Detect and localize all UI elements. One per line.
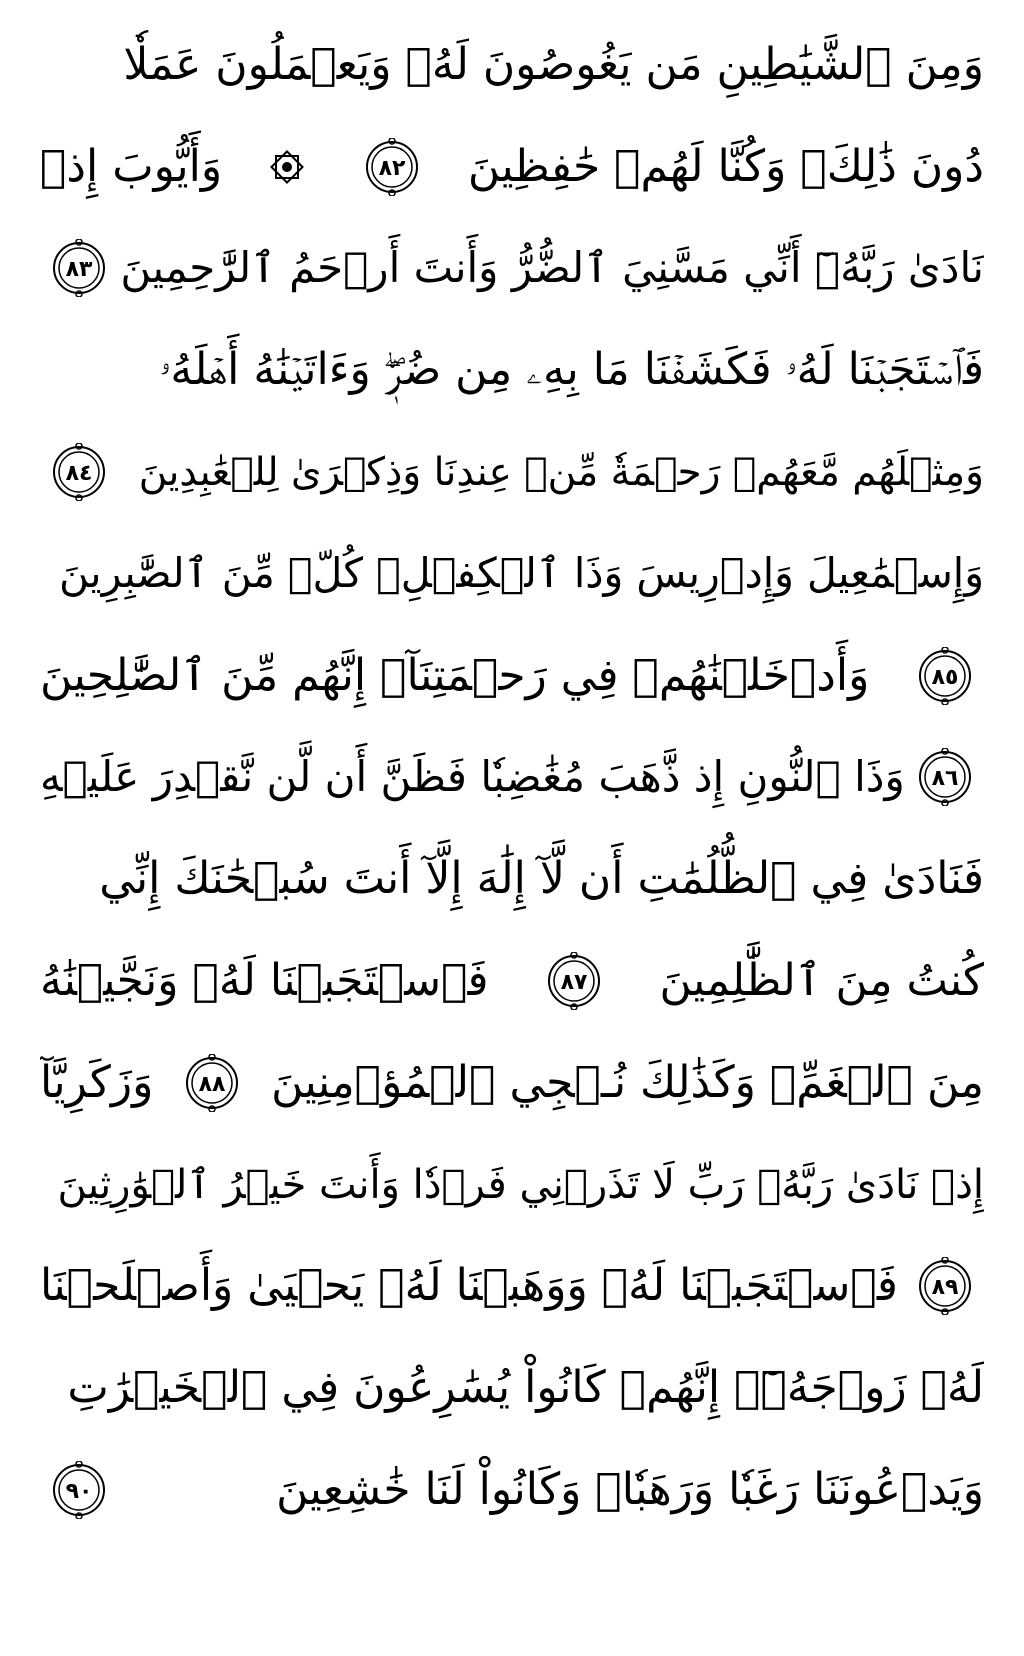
quran-line-7	[40, 625, 984, 727]
quran-line-15	[40, 1439, 984, 1541]
ayah-end-marker	[363, 138, 421, 196]
ayah-number: ٨٧	[560, 970, 588, 996]
verse-text: نَادَىٰ رَبَّهُۥٓ أَنِّي مَسَّنِيَ ٱلضُّرُّ وَأَنتَ أَرۡحَمُ ٱلرَّٰحِمِينَ	[120, 243, 984, 293]
quran-line-3	[40, 218, 984, 320]
ayah-end-marker	[916, 647, 974, 705]
verse-text: إِذۡ نَادَىٰ رَبَّهُۥ رَبِّ لَا تَذَرۡنِي فَرۡدٗا وَأَنتَ خَيۡرُ ٱلۡوَٰرِثِينَ	[57, 1161, 984, 1208]
verse-text: وَزَكَرِيَّآ	[40, 1056, 154, 1108]
ayah-number: ٨٥	[931, 664, 959, 690]
ayah-number: ٨٦	[931, 766, 959, 792]
mushaf-page	[40, 14, 984, 1644]
ayah-end-marker	[916, 748, 974, 806]
ayah-end-marker	[50, 443, 108, 501]
verse-text: وَذَا ٱلنُّونِ إِذ ذَّهَبَ مُغَٰضِبٗا فَظَنَّ أَن لَّن نَّقۡدِرَ عَلَيۡهِ	[40, 752, 905, 802]
verse-text: لَهُۥ زَوۡجَهُۥٓۚ إِنَّهُمۡ كَانُواْ يُسَٰرِعُونَ فِي ٱلۡخَيۡرَٰتِ	[67, 1362, 984, 1414]
verse-text: وَأَدۡخَلۡنَٰهُمۡ فِي رَحۡمَتِنَآۖ إِنَّهُم مِّنَ ٱلصَّٰلِحِينَ	[40, 649, 870, 701]
ayah-number: ٨٤	[65, 461, 93, 487]
verse-text: وَمِنَ ٱلشَّيَٰطِينِ مَن يَغُوصُونَ لَهُۥ وَيَعۡمَلُونَ عَمَلٗا	[123, 38, 984, 90]
quran-line-13	[40, 1236, 984, 1338]
quran-line-6	[40, 523, 984, 625]
verse-text: دُونَ ذَٰلِكَۖ وَكُنَّا لَهُمۡ حَٰفِظِينَ	[467, 140, 984, 192]
quran-line-11	[40, 1032, 984, 1134]
verse-text: فَنَادَىٰ فِي ٱلظُّلُمَٰتِ أَن لَّآ إِلَٰهَ إِلَّآ أَنتَ سُبۡحَٰنَكَ إِنِّي	[99, 853, 984, 905]
verse-text: فَٱسۡتَجَبۡنَا لَهُۥ وَنَجَّيۡنَٰهُ	[40, 955, 489, 1007]
ayah-end-marker	[50, 1461, 108, 1519]
ayah-number: ٨٩	[931, 1275, 959, 1301]
quran-line-10	[40, 930, 984, 1032]
quran-line-5	[40, 421, 984, 523]
verse-text: وَيَدۡعُونَنَا رَغَبٗا وَرَهَبٗاۖ وَكَانُواْ لَنَا خَٰشِعِينَ	[276, 1464, 984, 1516]
verse-text: وَأَيُّوبَ إِذۡ	[40, 140, 223, 192]
ayah-number: ٨٨	[198, 1071, 226, 1097]
ayah-end-marker	[545, 952, 603, 1010]
ayah-end-marker	[183, 1054, 241, 1112]
ayah-number: ٨٣	[65, 257, 93, 283]
quran-line-4	[40, 319, 984, 421]
verse-text: فَٱسۡتَجَبۡنَا لَهُۥ فَكَشَفۡنَا مَا بِهِۦ مِن ضُرّٖۖ وَءَاتَيۡنَٰهُ أَهۡلَهُۥ	[159, 344, 984, 396]
quran-line-2	[40, 116, 984, 218]
verse-text: وَإِسۡمَٰعِيلَ وَإِدۡرِيسَ وَذَا ٱلۡكِفۡلِۖ كُلّٞ مِّنَ ٱلصَّٰبِرِينَ	[58, 549, 984, 598]
verse-text: كُنتُ مِنَ ٱلظَّٰلِمِينَ	[659, 955, 984, 1007]
verse-text: وَمِثۡلَهُم مَّعَهُمۡ رَحۡمَةٗ مِّنۡ عِندِنَا وَذِكۡرَىٰ لِلۡعَٰبِدِينَ	[138, 449, 984, 495]
quran-line-9	[40, 828, 984, 930]
verse-text: فَٱسۡتَجَبۡنَا لَهُۥ وَوَهَبۡنَا لَهُۥ يَحۡيَىٰ وَأَصۡلَحۡنَا	[40, 1260, 898, 1312]
quran-line-8	[40, 727, 984, 829]
ayah-end-marker	[50, 239, 108, 297]
verse-text: مِنَ ٱلۡغَمِّۚ وَكَذَٰلِكَ نُـۨجِي ٱلۡمُؤۡمِنِينَ	[271, 1056, 984, 1108]
quran-line-14	[40, 1337, 984, 1439]
rub-el-hizb-icon	[267, 147, 307, 187]
ayah-number: ٨٢	[378, 155, 406, 181]
quran-line-12	[40, 1134, 984, 1236]
quran-line-1	[40, 14, 984, 116]
ayah-end-marker	[916, 1257, 974, 1315]
ayah-number: ٩٠	[65, 1479, 93, 1505]
